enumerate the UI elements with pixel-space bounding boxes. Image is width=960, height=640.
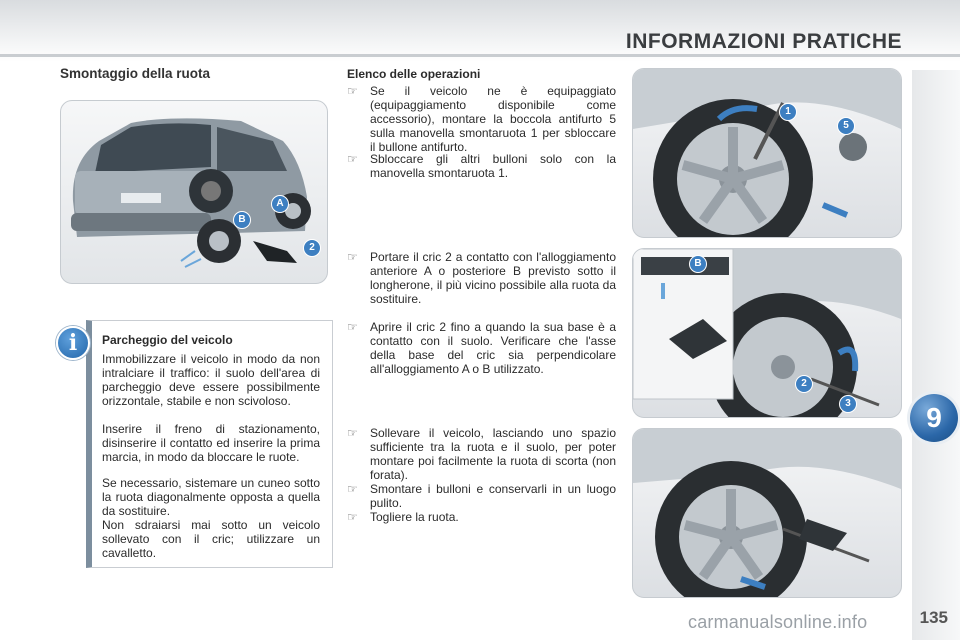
callout-A: A [271,195,289,213]
callout-B: B [233,211,251,229]
page-header-title: INFORMAZIONI PRATICHE [625,30,902,53]
operations-title: Elenco delle operazioni [347,67,481,81]
wheel-wrench-illustration [632,68,902,238]
chapter-side-tab [912,70,960,640]
operation-item: Togliere la ruota. [370,510,459,524]
watermark: carmanualsonline.info [688,612,868,632]
callout-5: 5 [837,117,855,135]
info-icon: i [56,326,90,360]
callout-B: B [689,255,707,273]
header-rule [0,54,960,57]
operation-item: Sollevare il veicolo, lasciando uno spazio sufficiente tra la ruota e il suolo, per poter montare poi facilmente la ruota di scorta (non forata). [370,426,616,482]
hand-pointer-icon: ☞ [347,320,358,334]
page-number: 135 [919,608,948,627]
info-paragraph: Non sdraiarsi mai sotto un veicolo sollevato con il cric; utilizzare un cavalletto. [102,518,320,560]
hand-pointer-icon: ☞ [347,482,358,496]
chapter-number-badge[interactable]: 9 [910,394,958,442]
info-title: Parcheggio del veicolo [102,333,233,347]
hand-pointer-icon: ☞ [347,510,358,524]
hand-pointer-icon: ☞ [347,152,358,166]
info-paragraph: Immobilizzare il veicolo in modo da non intralciare il traffico: il suolo dell'area di parcheggio deve essere possibilmente orizzontale, stabile e non scivoloso. [102,352,320,408]
section-title: Smontaggio della ruota [60,66,211,81]
hand-pointer-icon: ☞ [347,84,358,98]
info-paragraph: Se necessario, sistemare un cuneo sotto la ruota diagonalmente opposta a quella da sostituire. [102,476,320,518]
operation-item: Se il veicolo ne è equipaggiato (equipaggiamento disponibile come accessorio), montare la boccola antifurto 5 sulla manovella smontaruota 1 per sbloccare il bullone antifurto. [370,84,616,154]
operation-item: Aprire il cric 2 fino a quando la sua base è a contatto con il suolo. Verificare che l'asse della base del cric sia perpendicolare all'alloggiamento A o B utilizzato. [370,320,616,376]
info-paragraph: Inserire il freno di stazionamento, disinserire il contatto ed inserire la prima marcia, in modo da bloccare le ruote. [102,422,320,464]
callout-2: 2 [795,375,813,393]
hand-pointer-icon: ☞ [347,426,358,440]
operation-item: Sbloccare gli altri bulloni solo con la manovella smontaruota 1. [370,152,616,180]
hand-pointer-icon: ☞ [347,250,358,264]
jack-placement-illustration [632,248,902,418]
car-illustration [60,100,328,284]
callout-1: 1 [779,103,797,121]
operation-item: Smontare i bulloni e conservarli in un luogo pulito. [370,482,616,510]
callout-2: 2 [303,239,321,257]
callout-3: 3 [839,395,857,413]
operation-item: Portare il cric 2 a contatto con l'alloggiamento anteriore A o posteriore B previsto sotto il longherone, il più vicino possibile alla ruota da sostituire. [370,250,616,306]
bolt-removal-illustration [632,428,902,598]
